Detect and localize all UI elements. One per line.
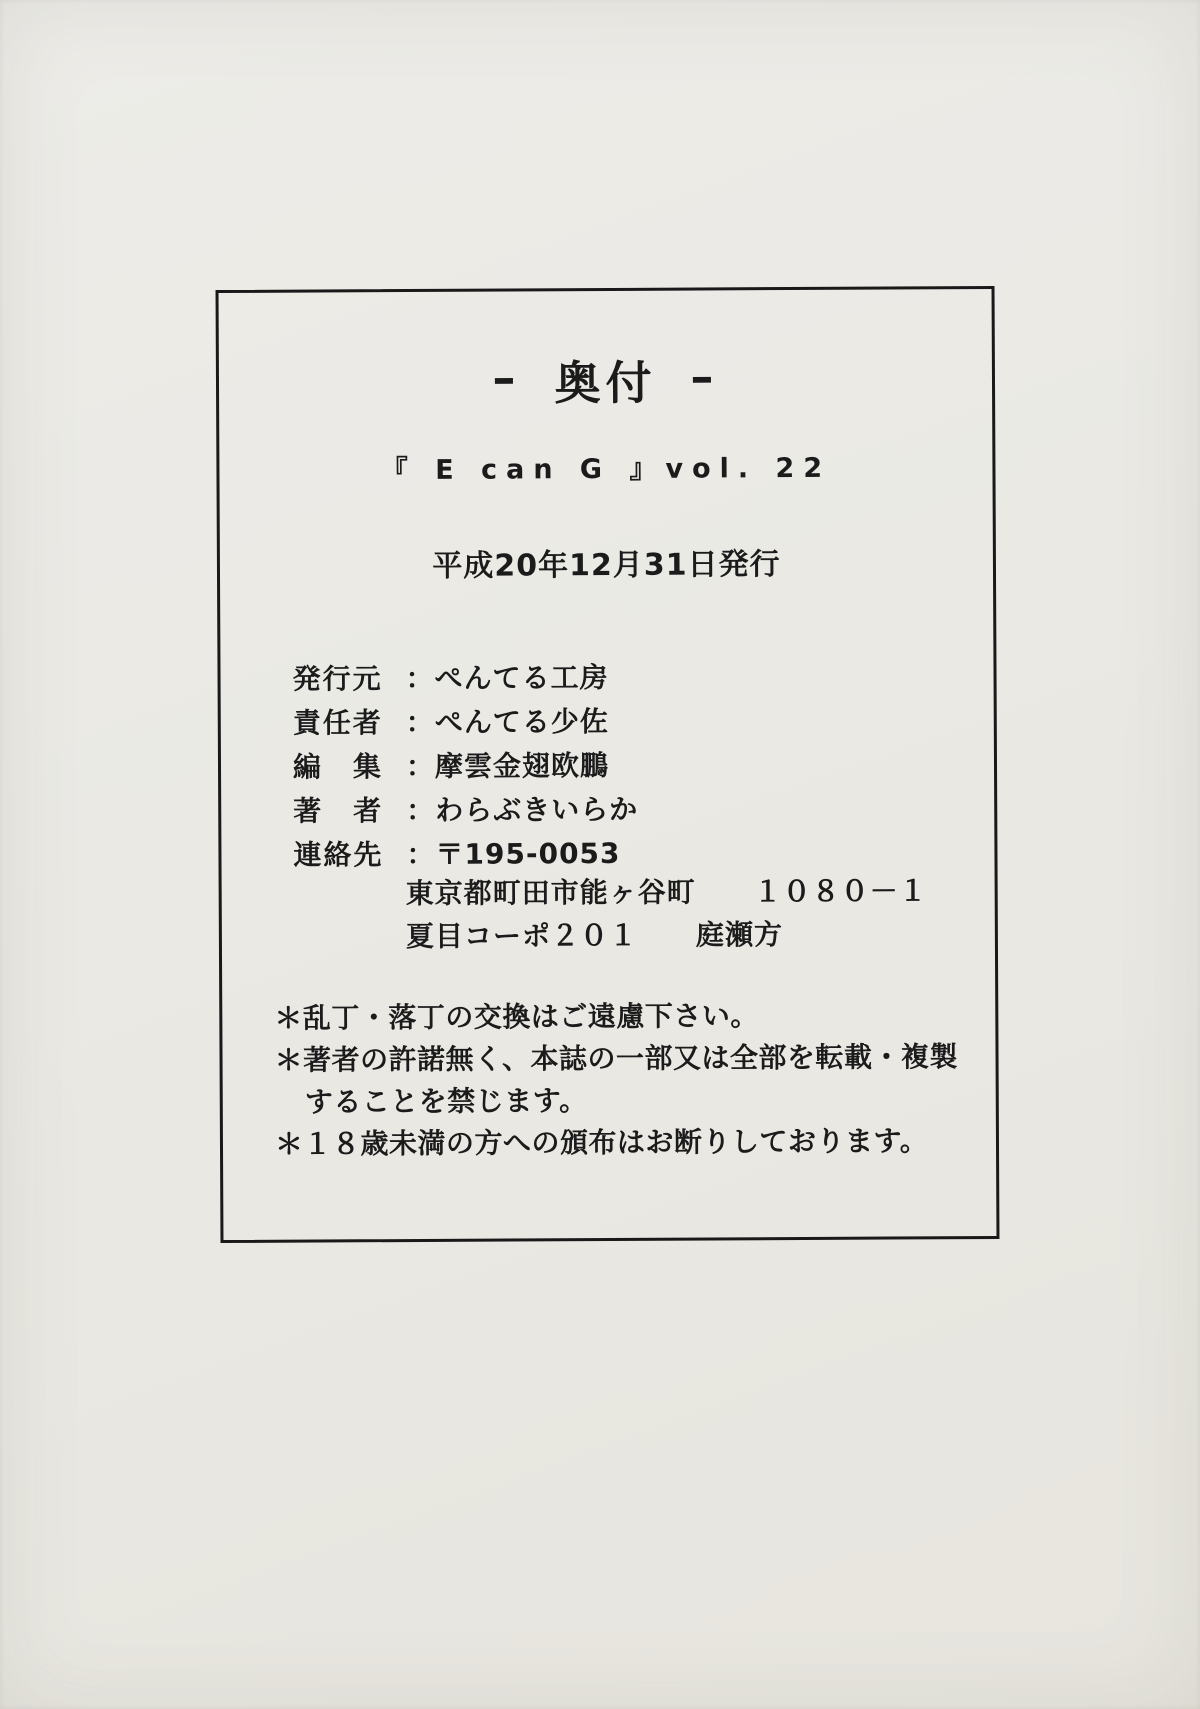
info-value: わらぶきいらか (435, 792, 639, 827)
publication-info-table (292, 652, 974, 876)
info-value: 摩雲金翅欧鵬 (434, 748, 610, 783)
info-value: ぺんてる工房 (434, 660, 609, 695)
info-colon: ： (405, 705, 434, 740)
info-row-responsible (293, 696, 974, 744)
info-label: 著 者 (293, 794, 384, 828)
info-label: 連絡先 (293, 838, 384, 872)
note-line: ＊著者の許諾無く、本誌の一部又は全部を転載・複製 (274, 1040, 959, 1077)
title-dash-right: – (690, 349, 719, 404)
title-text: 奥付 (554, 355, 657, 411)
info-row-author (293, 784, 974, 832)
info-row-contact (293, 828, 974, 876)
note-line-continuation: することを禁じます。 (304, 1084, 588, 1119)
page-title (219, 345, 992, 415)
note-line: ＊乱丁・落丁の交換はご遠慮下さい。 (274, 999, 759, 1035)
info-colon: ： (405, 661, 434, 696)
info-colon: ： (405, 749, 435, 784)
info-value: ぺんてる少佐 (434, 704, 609, 739)
info-row-editor (293, 740, 974, 788)
info-colon: ： (406, 793, 435, 828)
title-dash-left: – (492, 350, 521, 405)
series-title: 『 E can G 』vol. 22 (380, 452, 832, 487)
note-line: ＊１８歳未満の方への頒布はお断りしております。 (274, 1124, 929, 1161)
info-value: 〒195-0053 (435, 836, 621, 871)
address-line: 夏目コーポ２０１ 庭瀬方 (405, 918, 783, 954)
colophon-box (216, 286, 1000, 1243)
info-label: 責任者 (292, 706, 383, 740)
info-row-publisher (292, 652, 973, 700)
publish-date: 平成20年12月31日発行 (432, 547, 781, 584)
address-line: 東京都町田市能ヶ谷町 １０８０－１ (405, 874, 928, 911)
info-label: 発行元 (292, 662, 383, 696)
notes-block (274, 994, 980, 1166)
info-colon: ： (406, 837, 435, 872)
contact-address (406, 869, 928, 958)
info-label: 編 集 (292, 750, 384, 784)
